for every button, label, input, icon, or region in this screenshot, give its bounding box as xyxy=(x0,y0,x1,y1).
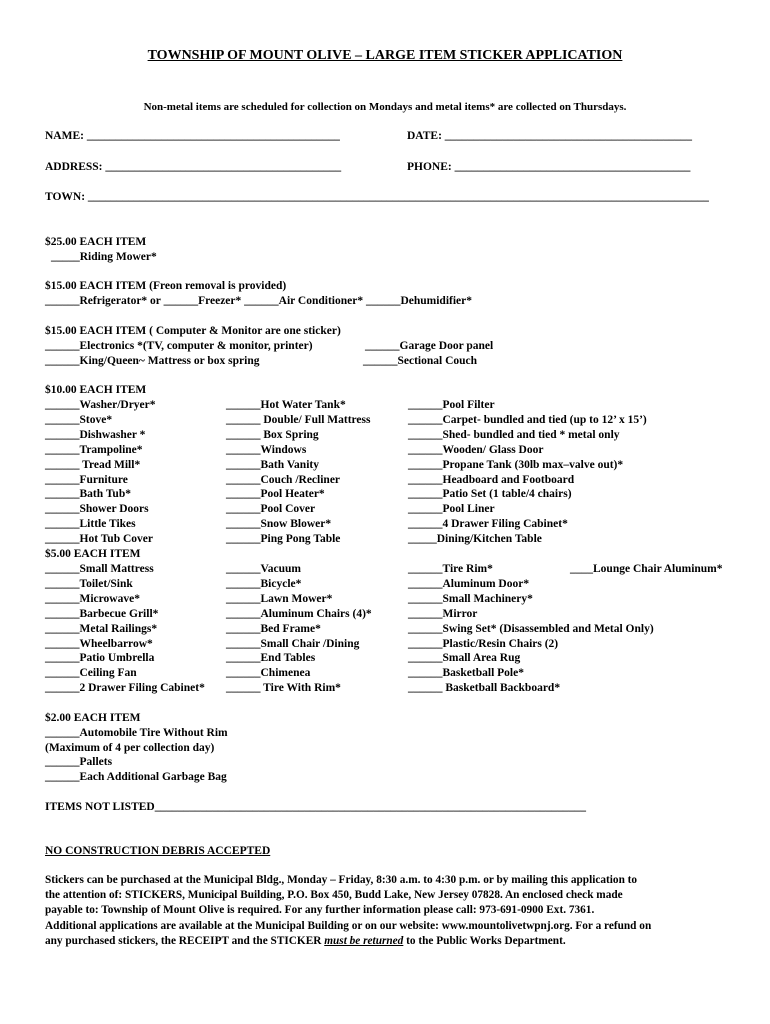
checklist-item[interactable]: ______Plastic/Resin Chairs (2) xyxy=(408,637,559,650)
no-construction-debris-notice: NO CONSTRUCTION DEBRIS ACCEPTED xyxy=(45,845,271,857)
checklist-item[interactable]: ______Little Tikes xyxy=(45,518,136,531)
date-field[interactable]: DATE: ___________________________________________ xyxy=(407,130,693,142)
checklist-item[interactable]: ______Small Mattress xyxy=(45,563,154,575)
checklist-item[interactable]: ______Bicycle* xyxy=(226,577,302,590)
item-riding-mower[interactable]: _____Riding Mower* xyxy=(51,251,157,263)
checklist-item[interactable]: _____Dining/Kitchen Table xyxy=(408,533,542,546)
item-sectional-couch[interactable]: ______Sectional Couch xyxy=(363,355,478,367)
checklist-item[interactable]: ______Bath Vanity xyxy=(226,458,319,471)
checklist-item[interactable]: ______4 Drawer Filing Cabinet* xyxy=(408,518,568,531)
checklist-item[interactable]: ______2 Drawer Filing Cabinet* xyxy=(45,682,205,695)
page-title: TOWNSHIP OF MOUNT OLIVE – LARGE ITEM STICKER APPLICATION xyxy=(147,48,623,63)
item-garage-door-panel[interactable]: ______Garage Door panel xyxy=(365,340,494,352)
freon-items-line[interactable]: ______Refrigerator* or ______Freezer* ______Air Conditioner* ______Dehumidifier* xyxy=(45,295,473,307)
checklist-item[interactable]: ______ Tire With Rim* xyxy=(226,682,341,695)
items-not-listed-field[interactable]: ITEMS NOT LISTED___________________________________________________________________________ xyxy=(45,801,586,813)
checklist-item[interactable]: ______Hot Tub Cover xyxy=(45,533,153,546)
item-king-queen-mattress[interactable]: ______King/Queen~ Mattress or box spring xyxy=(45,355,260,367)
checklist-item[interactable]: ______Lawn Mower* xyxy=(226,592,333,605)
collection-schedule-note: Non-metal items are scheduled for collection on Mondays and metal items* are collected on Thursdays. xyxy=(143,101,627,113)
instructions-line: Additional applications are available at the Municipal Building or on our website: www.mountolivetwpnj.org. For a refund on xyxy=(45,919,652,932)
checklist-item[interactable]: ______Pool Heater* xyxy=(226,488,325,501)
checklist-item[interactable]: ______End Tables xyxy=(226,652,316,665)
checklist-item[interactable]: ______Small Machinery* xyxy=(408,592,533,605)
checklist-item[interactable]: ______Pool Filter xyxy=(408,399,495,411)
checklist-item[interactable]: ______Bed Frame* xyxy=(226,622,321,635)
section-5-heading: $5.00 EACH ITEM xyxy=(45,548,141,560)
checklist-item[interactable]: ______Aluminum Door* xyxy=(408,577,530,590)
checklist-item[interactable]: ______Ceiling Fan xyxy=(45,667,137,680)
instructions-line: the attention of: STICKERS, Municipal Building, P.O. Box 450, Budd Lake, New Jersey 07828. An enclosed check made xyxy=(45,889,623,902)
checklist-item[interactable]: ______Ping Pong Table xyxy=(226,533,341,546)
checklist-item[interactable]: ______Metal Railings* xyxy=(45,622,158,635)
instructions-line xyxy=(45,934,735,949)
item-garbage-bag[interactable]: ______Each Additional Garbage Bag xyxy=(45,771,227,783)
checklist-item[interactable]: ______Dishwasher * xyxy=(45,428,146,441)
checklist-item[interactable]: ______Basketball Pole* xyxy=(408,667,524,680)
checklist-item[interactable]: ______Mirror xyxy=(408,607,478,620)
checklist-item[interactable]: ______ Double/ Full Mattress xyxy=(226,413,371,426)
item-pallets[interactable]: ______Pallets xyxy=(45,756,113,768)
checklist-item[interactable]: ______Patio Set (1 table/4 chairs) xyxy=(408,488,572,501)
checklist-item[interactable]: ______Wooden/ Glass Door xyxy=(408,443,544,456)
must-be-returned-emphasis: must be returned xyxy=(324,934,404,947)
checklist-item[interactable]: ______Hot Water Tank* xyxy=(226,399,346,411)
town-field[interactable]: TOWN: ____________________________________________________________________________________________________________ xyxy=(45,191,709,203)
section-25-heading: $25.00 EACH ITEM xyxy=(45,236,147,248)
checklist-item[interactable]: ______ Box Spring xyxy=(226,428,319,441)
checklist-item[interactable]: ______Shower Doors xyxy=(45,503,149,516)
checklist-item[interactable]: ______Windows xyxy=(226,443,307,456)
checklist-item[interactable]: ______Pool Liner xyxy=(408,503,495,516)
checklist-item[interactable]: ______ Tread Mill* xyxy=(45,458,141,471)
checklist-item[interactable]: ______Patio Umbrella xyxy=(45,652,155,665)
section-15-freon-heading: $15.00 EACH ITEM (Freon removal is provided) xyxy=(45,280,287,292)
purchase-instructions xyxy=(45,873,735,949)
item-lounge-chair-aluminum[interactable]: ____Lounge Chair Aluminum* xyxy=(570,563,723,575)
checklist-item[interactable]: ______Shed- bundled and tied * metal only xyxy=(408,428,620,441)
checklist-item[interactable]: ______Vacuum xyxy=(226,563,301,575)
checklist-item[interactable]: ______Barbecue Grill* xyxy=(45,607,159,620)
item-electronics[interactable]: ______Electronics *(TV, computer & monitor, printer) xyxy=(45,340,313,352)
checklist-item[interactable]: ______Headboard and Footboard xyxy=(408,473,575,486)
checklist-item[interactable]: ______Bath Tub* xyxy=(45,488,131,501)
checklist-item[interactable]: ______Couch /Recliner xyxy=(226,473,341,486)
checklist-item[interactable]: ______Small Chair /Dining xyxy=(226,637,360,650)
phone-field[interactable]: PHONE: _________________________________________ xyxy=(407,161,691,173)
checklist-item[interactable]: ______Pool Cover xyxy=(226,503,316,516)
instructions-text: to the Public Works Department. xyxy=(403,934,566,947)
instructions-text: any purchased stickers, the RECEIPT and the STICKER xyxy=(45,934,325,947)
checklist-item[interactable]: ______Microwave* xyxy=(45,592,140,605)
checklist-item[interactable]: ______Carpet- bundled and tied (up to 12’ x 15’) xyxy=(408,413,647,426)
instructions-line: Stickers can be purchased at the Municipal Bldg., Monday – Friday, 8:30 a.m. to 4:30 p.m. or by mailing this application to xyxy=(45,874,638,886)
checklist-item[interactable]: ______Aluminum Chairs (4)* xyxy=(226,607,372,620)
tire-limit-note: (Maximum of 4 per collection day) xyxy=(45,742,215,754)
checklist-item[interactable]: ______Trampoline* xyxy=(45,443,143,456)
section-10-heading: $10.00 EACH ITEM xyxy=(45,384,147,396)
checklist-item[interactable]: ______ Basketball Backboard* xyxy=(408,682,561,695)
name-field[interactable]: NAME: ____________________________________________ xyxy=(45,130,340,142)
checklist-item[interactable]: ______Snow Blower* xyxy=(226,518,332,531)
section-2-heading: $2.00 EACH ITEM xyxy=(45,712,141,724)
checklist-item[interactable]: ______Propane Tank (30lb max–valve out)* xyxy=(408,458,624,471)
address-field[interactable]: ADDRESS: _________________________________________ xyxy=(45,161,342,173)
checklist-item[interactable]: ______Toilet/Sink xyxy=(45,577,133,590)
checklist-item[interactable]: ______Chimenea xyxy=(226,667,311,680)
checklist-item[interactable]: ______Washer/Dryer* xyxy=(45,399,156,411)
checklist-item[interactable]: ______Wheelbarrow* xyxy=(45,637,153,650)
checklist-item[interactable]: ______Stove* xyxy=(45,413,113,426)
checklist-item[interactable]: ______Swing Set* (Disassembled and Metal Only) xyxy=(408,622,654,635)
section-15-electronics-heading: $15.00 EACH ITEM ( Computer & Monitor are one sticker) xyxy=(45,325,341,337)
instructions-line: payable to: Township of Mount Olive is required. For any further information please call: 973-691-0900 Ext. 7361. xyxy=(45,904,595,917)
item-automobile-tire[interactable]: ______Automobile Tire Without Rim xyxy=(45,727,228,739)
checklist-item[interactable]: ______Small Area Rug xyxy=(408,652,521,665)
checklist-item[interactable]: ______Tire Rim* xyxy=(408,563,493,575)
checklist-item[interactable]: ______Furniture xyxy=(45,473,128,486)
